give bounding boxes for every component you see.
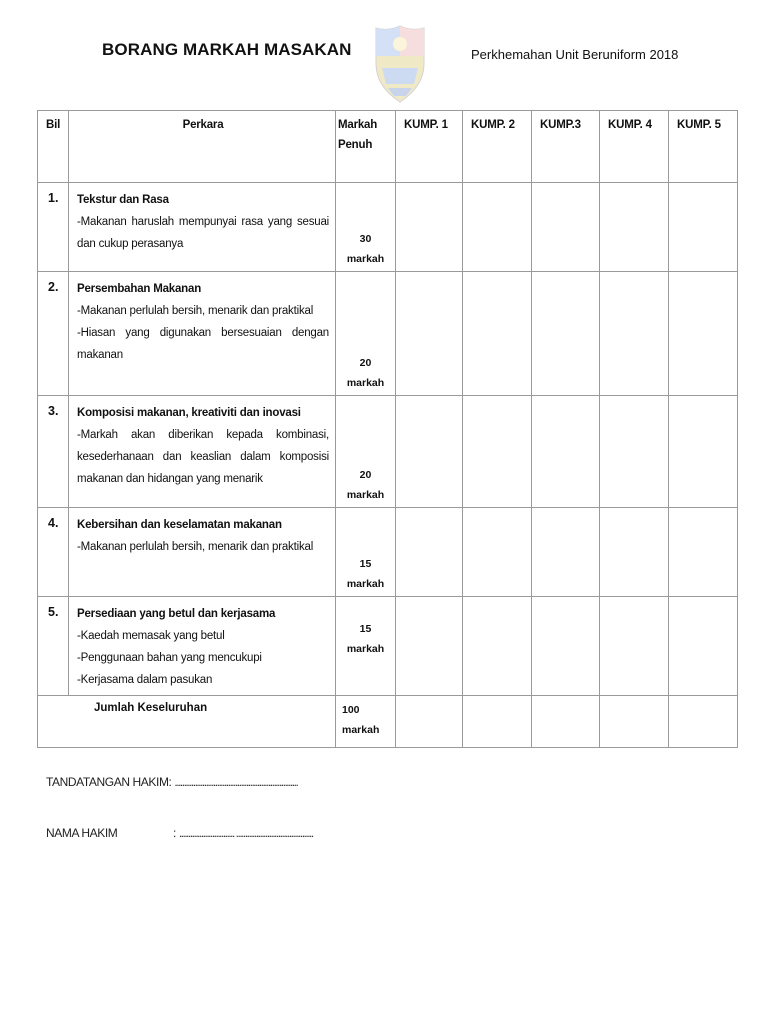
score-cell-group-4[interactable] [600, 597, 669, 696]
total-cell-group-2[interactable] [463, 696, 532, 748]
criterion-line: -Markah akan diberikan kepada kombinasi, kesederhanaan dan keaslian dalam komposisi makanan dan hidangan yang menarik [77, 429, 329, 485]
table-row [38, 508, 738, 597]
score-cell-group-3[interactable] [532, 597, 600, 696]
full-marks-unit: markah [346, 578, 385, 590]
total-cell-group-5[interactable] [669, 696, 738, 748]
criterion-cell [69, 272, 336, 396]
criterion-line: -Kerjasama dalam pasukan [77, 674, 213, 686]
col-header-markah [336, 111, 396, 183]
total-cell-group-3[interactable] [532, 696, 600, 748]
col-header-group-5: KUMP. 5 [669, 111, 738, 183]
criterion-title: Kebersihan dan keselamatan makanan [77, 519, 282, 531]
judge-signature-line [46, 775, 297, 789]
row-number: 2. [38, 272, 69, 396]
criterion-cell [69, 597, 336, 696]
form-subtitle: Perkhemahan Unit Beruniform 2018 [471, 47, 679, 62]
score-cell-group-2[interactable] [463, 272, 532, 396]
score-cell-group-3[interactable] [532, 508, 600, 597]
score-cell-group-4[interactable] [600, 396, 669, 508]
col-header-markah-line2: Penuh [338, 139, 373, 151]
criterion-title: Persembahan Makanan [77, 283, 202, 295]
score-cell-group-5[interactable] [669, 597, 738, 696]
score-cell-group-2[interactable] [463, 183, 532, 272]
score-cell-group-1[interactable] [396, 508, 463, 597]
score-cell-group-1[interactable] [396, 272, 463, 396]
school-crest-icon [372, 24, 428, 106]
col-header-group-4: KUMP. 4 [600, 111, 669, 183]
score-cell-group-4[interactable] [600, 183, 669, 272]
criterion-title: Komposisi makanan, kreativiti dan inovasi [77, 407, 301, 419]
full-marks-unit: markah [346, 489, 385, 501]
full-marks-unit: markah [346, 253, 385, 265]
criterion-cell [69, 396, 336, 508]
judge-signature-field[interactable]: ................................................................... [174, 775, 298, 789]
score-cell-group-3[interactable] [532, 183, 600, 272]
col-header-group-1: KUMP. 1 [396, 111, 463, 183]
criterion-title: Persediaan yang betul dan kerjasama [77, 608, 276, 620]
judge-name-label: NAMA HAKIM [46, 826, 118, 840]
criterion-cell [69, 508, 336, 597]
score-cell-group-4[interactable] [600, 272, 669, 396]
judge-name-line [46, 826, 313, 840]
row-number: 5. [38, 597, 69, 696]
full-marks-cell [336, 508, 396, 597]
full-marks-value: 15 [359, 558, 372, 570]
table-row [38, 597, 738, 696]
full-marks-unit: markah [346, 643, 385, 655]
full-marks-cell [336, 597, 396, 696]
score-cell-group-2[interactable] [463, 508, 532, 597]
total-cell-group-1[interactable] [396, 696, 463, 748]
row-number: 3. [38, 396, 69, 508]
full-marks-value: 30 [359, 233, 372, 245]
full-marks-cell [336, 183, 396, 272]
table-row [38, 183, 738, 272]
table-header-row [38, 111, 738, 183]
judge-name-separator: : [172, 826, 176, 840]
criterion-line: -Makanan perlulah bersih, menarik dan praktikal [77, 541, 314, 553]
score-cell-group-1[interactable] [396, 183, 463, 272]
form-title: BORANG MARKAH MASAKAN [102, 40, 352, 59]
score-cell-group-5[interactable] [669, 508, 738, 597]
full-marks-value: 20 [359, 357, 372, 369]
score-cell-group-4[interactable] [600, 508, 669, 597]
score-cell-group-2[interactable] [463, 597, 532, 696]
row-number: 1. [38, 183, 69, 272]
score-cell-group-5[interactable] [669, 396, 738, 508]
col-header-group-2: KUMP. 2 [463, 111, 532, 183]
score-cell-group-1[interactable] [396, 597, 463, 696]
full-marks-cell [336, 396, 396, 508]
col-header-group-3: KUMP.3 [532, 111, 600, 183]
score-cell-group-3[interactable] [532, 272, 600, 396]
score-cell-group-5[interactable] [669, 272, 738, 396]
full-marks-cell [336, 272, 396, 396]
total-cell-group-4[interactable] [600, 696, 669, 748]
score-cell-group-3[interactable] [532, 396, 600, 508]
total-marks-cell [336, 696, 396, 748]
col-header-markah-line1: Markah [338, 119, 378, 131]
total-label: Jumlah Keseluruhan [38, 696, 336, 748]
criterion-cell [69, 183, 336, 272]
judge-name-field[interactable]: .............................. .......................................... [178, 826, 313, 840]
score-cell-group-2[interactable] [463, 396, 532, 508]
total-row [38, 696, 738, 748]
score-cell-group-5[interactable] [669, 183, 738, 272]
full-marks-value: 20 [359, 469, 372, 481]
score-cell-group-1[interactable] [396, 396, 463, 508]
judge-signature-label: TANDATANGAN HAKIM: [46, 775, 172, 789]
full-marks-unit: markah [346, 377, 385, 389]
criterion-line: -Hiasan yang digunakan bersesuaian dengan makanan [77, 327, 329, 361]
total-marks-unit: markah [342, 724, 380, 736]
col-header-bil: Bil [38, 111, 69, 183]
total-marks-value: 100 [342, 704, 360, 716]
table-row [38, 396, 738, 508]
criterion-line: -Makanan perlulah bersih, menarik dan praktikal [77, 305, 314, 317]
criterion-line: -Makanan haruslah mempunyai rasa yang sesuai dan cukup perasanya [77, 216, 329, 250]
criterion-line: -Kaedah memasak yang betul [77, 630, 225, 642]
row-number: 4. [38, 508, 69, 597]
table-row [38, 272, 738, 396]
criterion-line: -Penggunaan bahan yang mencukupi [77, 652, 262, 664]
criterion-title: Tekstur dan Rasa [77, 194, 169, 206]
full-marks-value: 15 [359, 623, 372, 635]
col-header-perkara: Perkara [69, 111, 336, 183]
marking-table [37, 110, 738, 748]
